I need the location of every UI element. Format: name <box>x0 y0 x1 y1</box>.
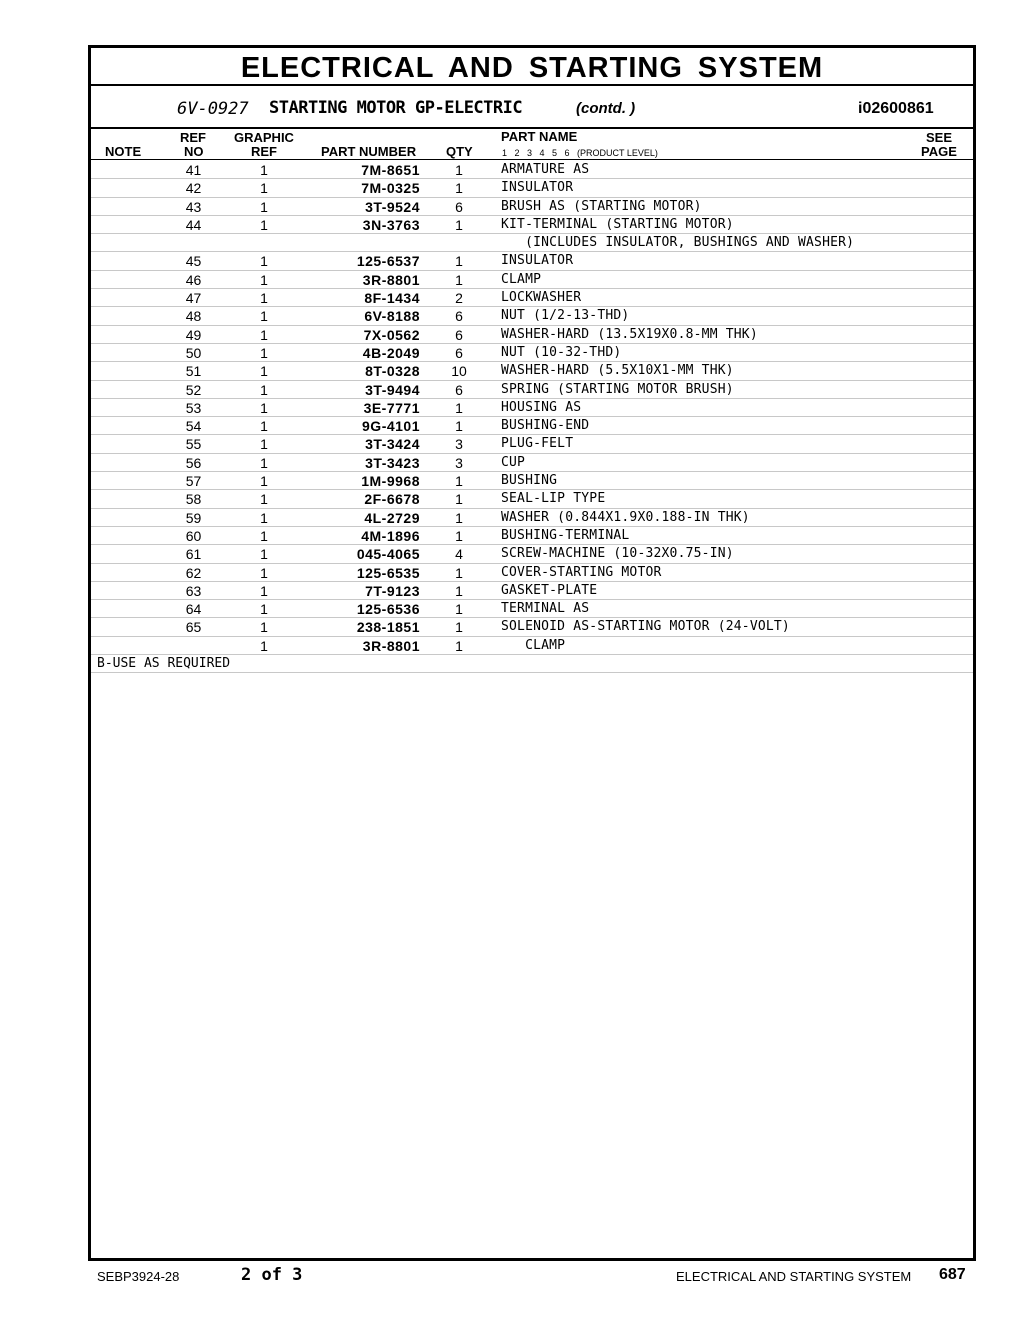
ref-no: 63 <box>185 582 202 599</box>
part-number: 3R-8801 <box>362 637 420 654</box>
part-name: BUSHING <box>501 473 558 489</box>
ref-no: 44 <box>185 216 202 233</box>
ref-no: 52 <box>185 381 202 398</box>
part-number: 3T-3424 <box>365 436 420 453</box>
quantity: 4 <box>455 546 463 563</box>
graphic-ref: 1 <box>260 473 268 490</box>
quantity: 1 <box>455 582 463 599</box>
part-number: 125-6535 <box>356 564 420 581</box>
graphic-ref: 1 <box>260 509 268 526</box>
header-graphic-line1: GRAPHIC <box>234 130 294 145</box>
graphic-ref: 1 <box>260 564 268 581</box>
part-name: WASHER-HARD (5.5X10X1-MM THK) <box>501 363 734 379</box>
graphic-ref: 1 <box>260 601 268 618</box>
part-name: SOLENOID AS-STARTING MOTOR (24-VOLT) <box>501 619 790 635</box>
table-row <box>91 344 973 362</box>
ref-no: 46 <box>185 271 202 288</box>
part-name: SCREW-MACHINE (10-32X0.75-IN) <box>501 546 734 562</box>
quantity: 1 <box>455 619 463 636</box>
part-name: LOCKWASHER <box>501 290 582 306</box>
table-row <box>91 490 973 508</box>
quantity: 6 <box>455 198 463 215</box>
ref-no: 45 <box>185 253 202 270</box>
page-title: ELECTRICAL AND STARTING SYSTEM <box>91 48 973 86</box>
quantity: 1 <box>455 491 463 508</box>
footer-page-of: 2 of 3 <box>241 1265 303 1285</box>
part-number: 9G-4101 <box>362 418 420 435</box>
table-row <box>91 527 973 545</box>
part-name: CLAMP <box>501 271 542 287</box>
graphic-ref: 1 <box>260 180 268 197</box>
quantity: 6 <box>455 344 463 361</box>
ref-no: 54 <box>185 418 202 435</box>
table-row <box>91 399 973 417</box>
graphic-ref: 1 <box>260 436 268 453</box>
group-number: 6V-0927 <box>177 99 249 119</box>
graphic-ref: 1 <box>260 418 268 435</box>
table-row <box>91 252 973 270</box>
table-row <box>91 161 973 179</box>
footer-page-number: 687 <box>939 1266 966 1283</box>
quantity: 2 <box>455 290 463 307</box>
table-row <box>91 454 973 472</box>
table-row <box>91 472 973 490</box>
quantity: 1 <box>455 564 463 581</box>
header-see-line1: SEE <box>926 130 953 145</box>
table-row <box>91 582 973 600</box>
table-row <box>91 289 973 307</box>
quantity: 6 <box>455 326 463 343</box>
quantity: 1 <box>455 180 463 197</box>
ref-no: 42 <box>185 180 202 197</box>
part-name: BUSHING-TERMINAL <box>501 527 630 543</box>
part-number: 2F-6678 <box>364 491 420 508</box>
part-number: 1M-9968 <box>361 473 420 490</box>
part-name: CLAMP <box>501 637 566 653</box>
part-name: SEAL-LIP TYPE <box>501 491 606 507</box>
part-name: (INCLUDES INSULATOR, BUSHINGS AND WASHER) <box>501 235 855 251</box>
part-name: INSULATOR <box>501 180 574 196</box>
graphic-ref: 1 <box>260 344 268 361</box>
part-number: 3T-9524 <box>365 198 420 215</box>
part-number: 3T-9494 <box>365 381 420 398</box>
graphic-ref: 1 <box>260 198 268 215</box>
part-name: BRUSH AS (STARTING MOTOR) <box>501 198 702 214</box>
ref-no: 56 <box>185 454 202 471</box>
graphic-ref: 1 <box>260 619 268 636</box>
ref-no: 57 <box>185 473 202 490</box>
graphic-ref: 1 <box>260 399 268 416</box>
ref-no: 61 <box>185 546 202 563</box>
header-part-name: PART NAME <box>501 129 578 144</box>
table-row <box>91 198 973 216</box>
header-graphic-line2: REF <box>251 144 277 159</box>
quantity: 1 <box>455 162 463 178</box>
quantity: 1 <box>455 509 463 526</box>
group-id: i02600861 <box>858 100 934 117</box>
group-name: STARTING MOTOR GP-ELECTRIC <box>269 98 523 118</box>
quantity: 1 <box>455 399 463 416</box>
page-footer <box>0 1262 1020 1292</box>
quantity: 3 <box>455 454 463 471</box>
table-row <box>91 600 973 618</box>
quantity: 6 <box>455 381 463 398</box>
part-number: 3E-7771 <box>363 399 420 416</box>
table-header <box>91 129 973 160</box>
table-row <box>91 271 973 289</box>
part-number: 4B-2049 <box>362 344 420 361</box>
footer-doc-number: SEBP3924-28 <box>97 1269 180 1284</box>
quantity: 1 <box>455 637 463 654</box>
group-continued: (contd. ) <box>576 100 636 117</box>
graphic-ref: 1 <box>260 326 268 343</box>
part-number: 8F-1434 <box>364 290 420 307</box>
part-number: 045-4065 <box>356 546 420 563</box>
table-row <box>91 234 973 252</box>
ref-no: 43 <box>185 198 202 215</box>
ref-no: 49 <box>185 326 202 343</box>
part-name: PLUG-FELT <box>501 436 574 452</box>
header-note: NOTE <box>105 144 142 159</box>
graphic-ref: 1 <box>260 216 268 233</box>
graphic-ref: 1 <box>260 290 268 307</box>
part-name: INSULATOR <box>501 253 574 269</box>
table-row <box>91 179 973 197</box>
note-text: B-USE AS REQUIRED <box>97 656 231 672</box>
table-row <box>91 509 973 527</box>
quantity: 3 <box>455 436 463 453</box>
footer-section: ELECTRICAL AND STARTING SYSTEM <box>676 1269 912 1284</box>
part-number: 3T-3423 <box>365 454 420 471</box>
part-name: WASHER-HARD (13.5X19X0.8-MM THK) <box>501 326 758 342</box>
page-frame <box>88 45 976 1261</box>
graphic-ref: 1 <box>260 527 268 544</box>
part-name: KIT-TERMINAL (STARTING MOTOR) <box>501 216 734 232</box>
part-number: 7T-9123 <box>365 582 420 599</box>
header-see-line2: PAGE <box>921 144 957 159</box>
ref-no: 55 <box>185 436 202 453</box>
table-row <box>91 362 973 380</box>
quantity: 6 <box>455 308 463 325</box>
graphic-ref: 1 <box>260 363 268 380</box>
ref-no: 50 <box>185 344 202 361</box>
quantity: 10 <box>451 363 467 380</box>
part-name: ARMATURE AS <box>501 162 590 177</box>
table-row <box>91 326 973 344</box>
part-number: 125-6537 <box>356 253 420 270</box>
graphic-ref: 1 <box>260 162 268 178</box>
part-name: HOUSING AS <box>501 399 582 415</box>
part-name: NUT (1/2-13-THD) <box>501 308 630 324</box>
table-row <box>91 381 973 399</box>
part-name: GASKET-PLATE <box>501 582 598 598</box>
table-row <box>91 545 973 563</box>
part-name: TERMINAL AS <box>501 601 590 617</box>
part-number: 238-1851 <box>356 619 420 636</box>
ref-no: 41 <box>185 162 202 178</box>
quantity: 1 <box>455 473 463 490</box>
ref-no: 59 <box>185 509 202 526</box>
ref-no: 62 <box>185 564 202 581</box>
quantity: 1 <box>455 253 463 270</box>
ref-no: 51 <box>185 363 202 380</box>
table-row <box>91 435 973 453</box>
ref-no: 60 <box>185 527 202 544</box>
group-heading <box>91 86 973 129</box>
quantity: 1 <box>455 271 463 288</box>
part-name: WASHER (0.844X1.9X0.188-IN THK) <box>501 509 750 525</box>
quantity: 1 <box>455 216 463 233</box>
part-name: NUT (10-32-THD) <box>501 344 622 360</box>
part-number: 7M-8651 <box>361 162 420 178</box>
table-row <box>91 307 973 325</box>
graphic-ref: 1 <box>260 253 268 270</box>
parts-table <box>91 161 973 673</box>
ref-no: 48 <box>185 308 202 325</box>
part-number: 7X-0562 <box>363 326 420 343</box>
part-number: 8T-0328 <box>365 363 420 380</box>
header-part-number: PART NUMBER <box>321 144 417 159</box>
graphic-ref: 1 <box>260 271 268 288</box>
graphic-ref: 1 <box>260 637 268 654</box>
table-row <box>91 417 973 435</box>
part-name: BUSHING-END <box>501 418 590 434</box>
part-name: CUP <box>501 454 526 470</box>
ref-no: 64 <box>185 601 202 618</box>
header-ref-line1: REF <box>180 130 206 145</box>
table-row <box>91 637 973 655</box>
part-number: 7M-0325 <box>361 180 420 197</box>
graphic-ref: 1 <box>260 308 268 325</box>
part-number: 3R-8801 <box>362 271 420 288</box>
ref-no: 53 <box>185 399 202 416</box>
part-number: 6V-8188 <box>364 308 420 325</box>
ref-no: 65 <box>185 619 202 636</box>
part-number: 4M-1896 <box>361 527 420 544</box>
graphic-ref: 1 <box>260 546 268 563</box>
header-qty: QTY <box>446 144 473 159</box>
table-row <box>91 216 973 234</box>
graphic-ref: 1 <box>260 454 268 471</box>
part-name: COVER-STARTING MOTOR <box>501 564 662 580</box>
table-row <box>91 564 973 582</box>
part-number: 3N-3763 <box>362 216 420 233</box>
ref-no: 58 <box>185 491 202 508</box>
quantity: 1 <box>455 601 463 618</box>
graphic-ref: 1 <box>260 582 268 599</box>
quantity: 1 <box>455 418 463 435</box>
header-product-level: 1 2 3 4 5 6 (PRODUCT LEVEL) <box>502 148 658 158</box>
graphic-ref: 1 <box>260 381 268 398</box>
quantity: 1 <box>455 527 463 544</box>
part-number: 4L-2729 <box>364 509 420 526</box>
part-number: 125-6536 <box>356 601 420 618</box>
part-name: SPRING (STARTING MOTOR BRUSH) <box>501 381 734 397</box>
header-ref-line2: NO <box>184 144 204 159</box>
note-row <box>91 655 973 673</box>
table-row <box>91 618 973 636</box>
graphic-ref: 1 <box>260 491 268 508</box>
ref-no: 47 <box>185 290 202 307</box>
